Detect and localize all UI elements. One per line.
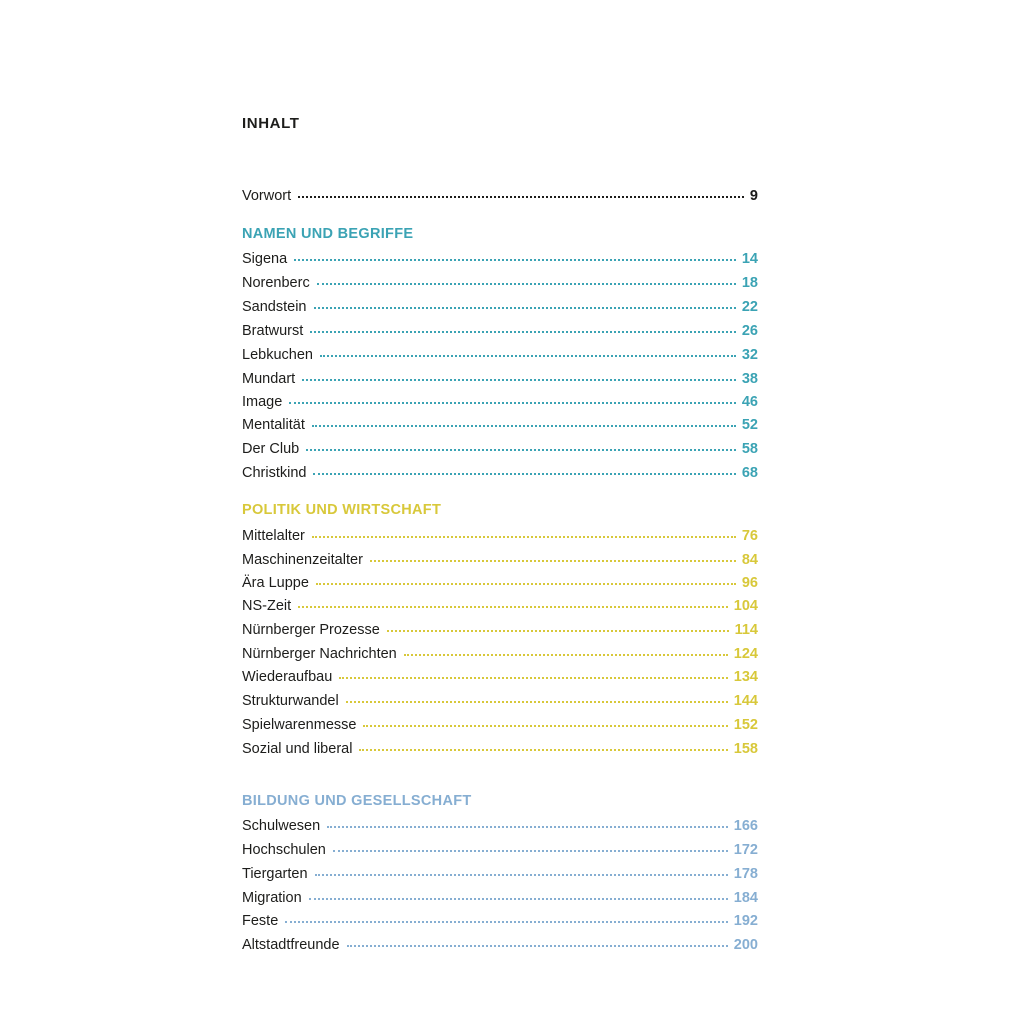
toc-entry-label: Maschinenzeitalter [242,552,363,568]
toc-entry-page: 84 [741,552,758,568]
toc-entry-label: Migration [242,890,302,906]
toc-entry-page: 104 [733,598,758,614]
toc-entry-label: Feste [242,913,279,929]
toc-entry[interactable] [242,816,758,836]
dot-leader [320,355,736,357]
toc-entry-label: Strukturwandel [242,693,339,709]
toc-entry-label: Schulwesen [242,818,321,834]
toc-entry-label: Ära Luppe [242,575,309,591]
toc-entry-label: Mundart [242,371,296,387]
toc-entry[interactable] [242,888,758,908]
toc-entry[interactable] [242,644,758,664]
toc-entry[interactable] [242,321,758,341]
toc-entry-page: 58 [741,441,758,457]
toc-entry-label: Nürnberger Prozesse [242,622,380,638]
toc-entry[interactable] [242,526,758,546]
toc-entry[interactable] [242,463,758,483]
dot-leader [346,701,728,703]
toc-entry[interactable] [242,935,758,955]
toc-entry-page: 158 [733,741,758,757]
toc-entry-label: Altstadtfreunde [242,937,340,953]
toc-entry-label: Sandstein [242,299,307,315]
dot-leader [310,331,736,333]
toc-entry-label: Wiederaufbau [242,669,333,685]
dot-leader [387,630,729,632]
dot-leader [312,425,736,427]
toc-entry-page: 144 [733,693,758,709]
toc-entry[interactable] [242,415,758,435]
dot-leader [370,560,736,562]
dot-leader [312,536,736,538]
toc-entry[interactable] [242,620,758,640]
dot-leader [298,606,728,608]
toc-entry-label: Lebkuchen [242,347,313,363]
toc-entry-page: 32 [741,347,758,363]
toc-entry-label: Norenberc [242,275,310,291]
dot-leader [359,749,727,751]
dot-leader [363,725,727,727]
dot-leader [315,874,728,876]
toc-entry[interactable] [242,369,758,389]
toc-entry-label: NS-Zeit [242,598,292,614]
toc-entry-label: Tiergarten [242,866,308,882]
page-title: INHALT [242,115,300,132]
toc-entry[interactable] [242,840,758,860]
dot-leader [333,850,728,852]
toc-entry-label: Spielwarenmesse [242,717,357,733]
toc-entry-label: Christkind [242,465,307,481]
toc-entry-page: 14 [741,251,758,267]
toc-entry-label: Mentalität [242,417,305,433]
dot-leader [306,449,736,451]
dot-leader [313,473,735,475]
toc-entry-page: 18 [741,275,758,291]
toc-entry-label: Der Club [242,441,300,457]
toc-entry-page: 46 [741,394,758,410]
toc-entry-page: 114 [734,622,758,638]
toc-entry[interactable] [242,691,758,711]
section-heading-namen-und-begriffe: NAMEN UND BEGRIFFE [242,226,414,242]
dot-leader [298,196,744,198]
toc-entry[interactable] [242,392,758,412]
toc-entry-label: Sigena [242,251,288,267]
toc-entry-page: 200 [733,937,758,953]
dot-leader [285,921,728,923]
toc-entry[interactable] [242,550,758,570]
section-heading-bildung-und-gesellschaft: BILDUNG UND GESELLSCHAFT [242,793,472,809]
dot-leader [347,945,728,947]
toc-entry-page: 22 [741,299,758,315]
toc-entry[interactable] [242,911,758,931]
toc-entry-label: Bratwurst [242,323,304,339]
toc-entry-page: 166 [733,818,758,834]
toc-entry-page: 124 [733,646,758,662]
toc-entry[interactable] [242,345,758,365]
toc-entry-page: 96 [741,575,758,591]
toc-entry-label: Hochschulen [242,842,326,858]
section-heading-politik-und-wirtschaft: POLITIK UND WIRTSCHAFT [242,502,442,518]
toc-entry[interactable] [242,249,758,269]
toc-entry-page: 178 [733,866,758,882]
toc-entry-page: 38 [741,371,758,387]
toc-entry-label: Sozial und liberal [242,741,353,757]
toc-entry-page: 9 [749,188,758,204]
toc-entry-page: 76 [741,528,758,544]
toc-entry-label: Mittelalter [242,528,305,544]
toc-entry[interactable] [242,715,758,735]
toc-entry-label: Nürnberger Nachrichten [242,646,397,662]
toc-entry[interactable] [242,297,758,317]
toc-entry-page: 52 [741,417,758,433]
dot-leader [289,402,736,404]
dot-leader [309,898,728,900]
toc-entry-vorwort[interactable] [242,186,758,206]
dot-leader [314,307,736,309]
toc-entry-page: 184 [733,890,758,906]
toc-entry[interactable] [242,573,758,593]
dot-leader [339,677,728,679]
dot-leader [317,283,736,285]
toc-entry[interactable] [242,864,758,884]
toc-entry[interactable] [242,439,758,459]
toc-entry-page: 192 [733,913,758,929]
dot-leader [294,259,736,261]
toc-entry-page: 134 [733,669,758,685]
toc-entry[interactable] [242,667,758,687]
dot-leader [327,826,728,828]
toc-entry-page: 172 [733,842,758,858]
toc-entry[interactable] [242,596,758,616]
toc-entry[interactable] [242,273,758,293]
toc-entry-page: 26 [741,323,758,339]
toc-entry-page: 152 [733,717,758,733]
toc-entry-label: Vorwort [242,188,292,204]
toc-entry[interactable] [242,739,758,759]
dot-leader [404,654,728,656]
dot-leader [316,583,736,585]
toc-entry-label: Image [242,394,283,410]
dot-leader [302,379,736,381]
toc-entry-page: 68 [741,465,758,481]
